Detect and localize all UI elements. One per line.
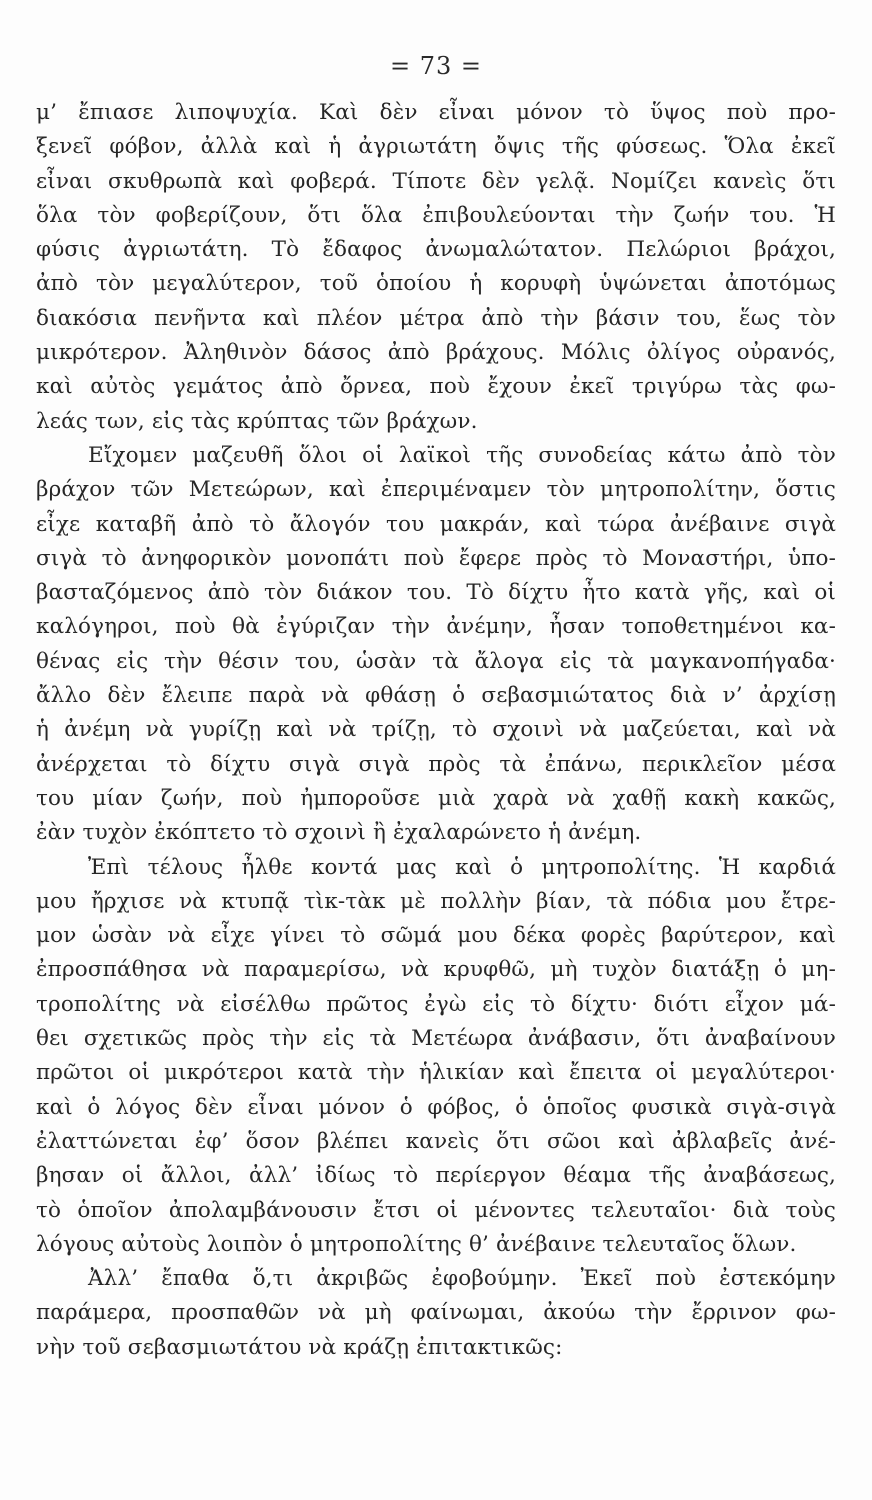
text-line: τὸ ὁποῖον ἀπολαμβάνουσιν ἔτσι οἱ μένοντες τελευταῖοι· διὰ τοὺς (36, 1197, 836, 1223)
text-line: ξενεῖ φόβον, ἀλλὰ καὶ ἡ ἀγριωτάτη ὄψις τῆς φύσεως. Ὅλα ἐκεῖ (36, 134, 836, 160)
text-line: λόγους αὐτοὺς λοιπὸν ὁ μητροπολίτης θ’ ἀνέβαινε τελευταῖος ὅλων. (36, 1231, 797, 1257)
text-line: πρῶτοι οἱ μικρότεροι κατὰ τὴν ἡλικίαν καὶ ἔπειτα οἱ μεγαλύτεροι· (36, 1060, 836, 1086)
text-line: ἐλαττώνεται ἐφ’ ὅσον βλέπει κανεὶς ὅτι σῶοι καὶ ἀβλαβεῖς ἀνέ- (36, 1128, 836, 1154)
paragraph (36, 439, 836, 851)
text-line: θει σχετικῶς πρὸς τὴν εἰς τὰ Μετέωρα ἀνάβασιν, ὅτι ἀναβαίνουν (36, 1026, 836, 1052)
text-line: καὶ ὁ λόγος δὲν εἶναι μόνον ὁ φόβος, ὁ ὁποῖος φυσικὰ σιγὰ-σιγὰ (36, 1094, 836, 1120)
paragraph (36, 96, 836, 439)
text-line: ἀνέρχεται τὸ δίχτυ σιγὰ σιγὰ πρὸς τὰ ἐπάνω, περικλεῖον μέσα (36, 751, 836, 777)
text-line: εἶχε καταβῆ ἀπὸ τὸ ἄλογόν του μακράν, καὶ τώρα ἀνέβαινε σιγὰ (36, 511, 836, 537)
text-line: ἐὰν τυχὸν ἐκόπτετο τὸ σχοινὶ ἢ ἐχαλαρώνετο ἡ ἀνέμη. (36, 820, 642, 846)
text-line: του μίαν ζωήν, ποὺ ἠμποροῦσε μιὰ χαρὰ νὰ χαθῇ κακὴ κακῶς, (36, 785, 836, 811)
text-line: καλόγηροι, ποὺ θὰ ἐγύριζαν τὴν ἀνέμην, ἦσαν τοποθετημένοι κα- (36, 614, 836, 640)
text-line: εἶναι σκυθρωπὰ καὶ φοβερά. Τίποτε δὲν γελᾷ. Νομίζει κανεὶς ὅτι (36, 168, 836, 194)
page-number: = 73 = (389, 52, 482, 80)
text-line: ἄλλο δὲν ἔλειπε παρὰ νὰ φθάσῃ ὁ σεβασμιώτατος διὰ ν’ ἀρχίσῃ (36, 683, 836, 709)
text-line: φύσις ἀγριωτάτη. Τὸ ἔδαφος ἀνωμαλώτατον. Πελώριοι βράχοι, (36, 237, 836, 263)
text-line: μου ἤρχισε νὰ κτυπᾷ τὶκ-τὰκ μὲ πολλὴν βίαν, τὰ πόδια μου ἔτρε- (36, 888, 836, 914)
text-line: Ἐπὶ τέλους ἦλθε κοντά μας καὶ ὁ μητροπολίτης. Ἡ καρδιά (88, 854, 836, 880)
text-line: λεάς των, εἰς τὰς κρύπτας τῶν βράχων. (36, 408, 478, 434)
text-line: Ἀλλ’ ἔπαθα ὅ,τι ἀκριβῶς ἐφοβούμην. Ἐκεῖ ποὺ ἐστεκόμην (88, 1266, 836, 1292)
text-line: Εἴχομεν μαζευθῆ ὅλοι οἱ λαϊκοὶ τῆς συνοδείας κάτω ἀπὸ τὸν (88, 442, 836, 468)
text-line: παράμερα, προσπαθῶν νὰ μὴ φαίνωμαι, ἀκούω τὴν ἔρρινον φω- (36, 1300, 836, 1326)
text-line: βράχον τῶν Μετεώρων, καὶ ἐπεριμέναμεν τὸν μητροπολίτην, ὅστις (36, 477, 836, 503)
text-line: σιγὰ τὸ ἀνηφορικὸν μονοπάτι ποὺ ἔφερε πρὸς τὸ Μοναστήρι, ὑπο- (36, 545, 836, 571)
body-text (36, 96, 836, 1365)
paragraph (36, 1262, 836, 1365)
text-line: μον ὡσὰν νὰ εἶχε γίνει τὸ σῶμά μου δέκα φορὲς βαρύτερον, καὶ (36, 923, 836, 949)
text-line: θένας εἰς τὴν θέσιν του, ὡσὰν τὰ ἄλογα εἰς τὰ μαγκανοπήγαδα· (36, 648, 836, 674)
text-line: ἀπὸ τὸν μεγαλύτερον, τοῦ ὁποίου ἡ κορυφὴ ὑψώνεται ἀποτόμως (36, 271, 836, 297)
text-line: καὶ αὐτὸς γεμάτος ἀπὸ ὄρνεα, ποὺ ἔχουν ἐκεῖ τριγύρω τὰς φω- (36, 374, 836, 400)
text-line: νὴν τοῦ σεβασμιωτάτου νὰ κράζῃ ἐπιτακτικῶς: (36, 1334, 563, 1360)
text-line: ἐπροσπάθησα νὰ παραμερίσω, νὰ κρυφθῶ, μὴ τυχὸν διατάξῃ ὁ μη- (36, 957, 836, 983)
text-line: διακόσια πενῆντα καὶ πλέον μέτρα ἀπὸ τὴν βάσιν του, ἕως τὸν (36, 305, 836, 331)
text-line: βασταζόμενος ἀπὸ τὸν διάκον του. Τὸ δίχτυ ἦτο κατὰ γῆς, καὶ οἱ (36, 580, 836, 606)
text-line: τροπολίτης νὰ εἰσέλθω πρῶτος ἐγὼ εἰς τὸ δίχτυ· διότι εἶχον μά- (36, 991, 836, 1017)
text-line: μικρότερον. Ἀληθινὸν δάσος ἀπὸ βράχους. Μόλις ὀλίγος οὐρανός, (36, 340, 836, 366)
text-line: ὅλα τὸν φοβερίζουν, ὅτι ὅλα ἐπιβουλεύονται τὴν ζωήν του. Ἡ (36, 202, 836, 228)
text-line: βησαν οἱ ἄλλοι, ἀλλ’ ἰδίως τὸ περίεργον θέαμα τῆς ἀναβάσεως, (36, 1163, 836, 1189)
text-line: ἡ ἀνέμη νὰ γυρίζῃ καὶ νὰ τρίζῃ, τὸ σχοινὶ νὰ μαζεύεται, καὶ νὰ (36, 717, 836, 743)
paragraph (36, 851, 836, 1263)
text-line: μ’ ἔπιασε λιποψυχία. Καὶ δὲν εἶναι μόνον τὸ ὕψος ποὺ προ- (36, 100, 836, 125)
